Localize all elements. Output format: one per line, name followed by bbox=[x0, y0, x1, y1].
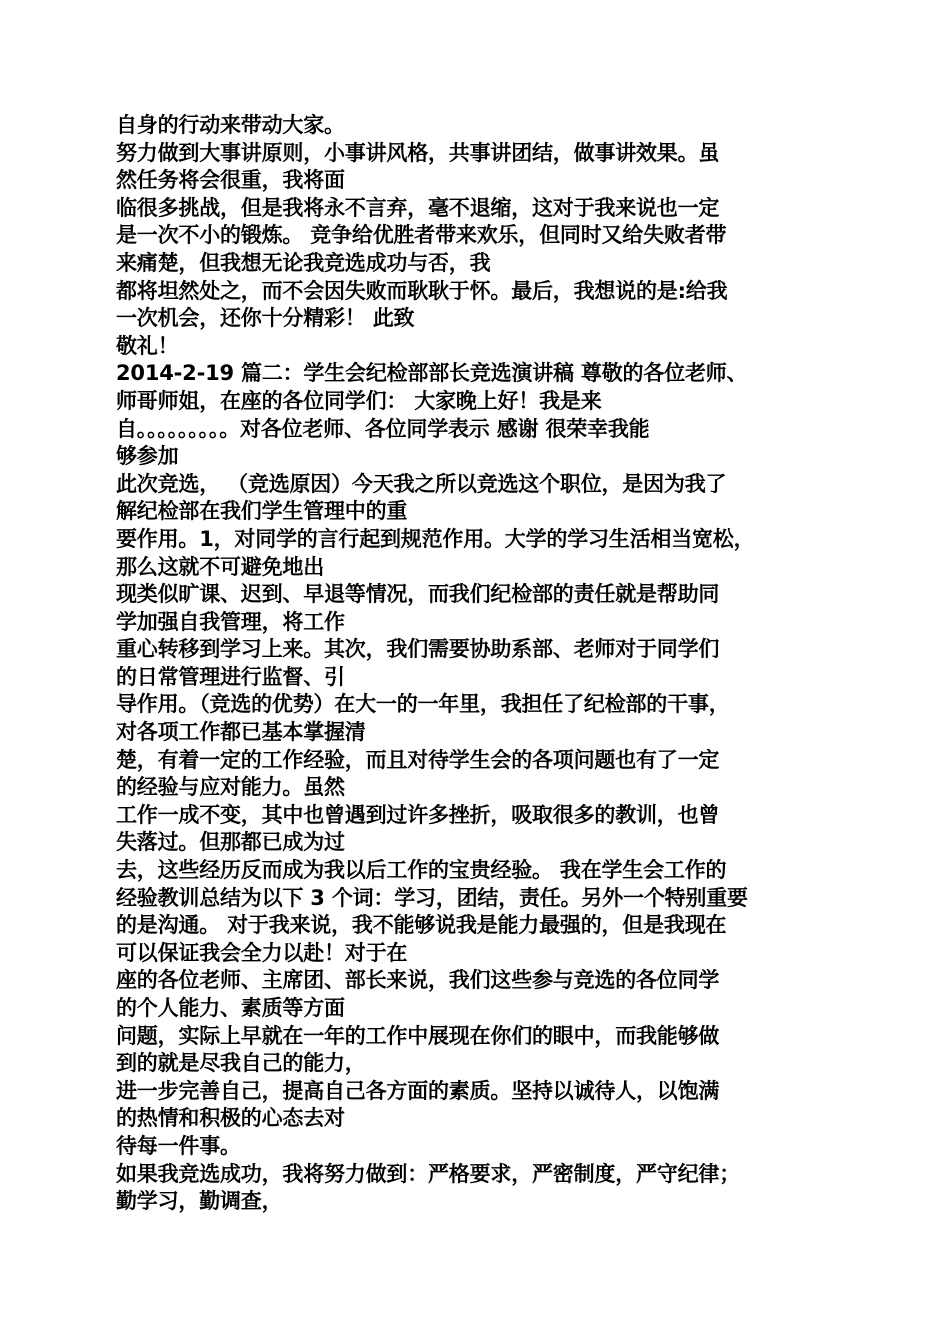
text-line: 都将坦然处之，而不会因失败而耿耿于怀。最后，我想说的是:给我 bbox=[116, 278, 728, 303]
text-line: 学加强自我管理，将工作 bbox=[116, 609, 345, 634]
text-line: 经验教训总结为以下 3 个词：学习，团结，责任。另外一个特别重要 bbox=[116, 885, 748, 910]
text-line: 来痛楚，但我想无论我竞选成功与否，我 bbox=[116, 250, 491, 275]
text-line: 那么这就不可避免地出 bbox=[116, 554, 324, 579]
text-line: 解纪检部在我们学生管理中的重 bbox=[116, 499, 408, 524]
text-line: 临很多挑战，但是我将永不言弃，毫不退缩，这对于我来说也一定 bbox=[116, 195, 720, 220]
text-line: 座的各位老师、主席团、部长来说，我们这些参与竞选的各位同学 bbox=[116, 968, 720, 993]
text-line: 此次竞选， （竞选原因）今天我之所以竞选这个职位，是因为我了 bbox=[116, 471, 727, 496]
text-line: 一次机会，还你十分精彩！ 此致 bbox=[116, 306, 415, 331]
text-line: 自。。。。。。。。。对各位老师、各位同学表示 感谢 很荣幸我能 bbox=[116, 416, 650, 441]
text-line: 现类似旷课、迟到、早退等情况，而我们纪检部的责任就是帮助同 bbox=[116, 582, 720, 607]
text-line: 要作用。1，对同学的言行起到规范作用。大学的学习生活相当宽松， bbox=[116, 526, 755, 551]
text-line: 如果我竞选成功，我将努力做到：严格要求，严密制度，严守纪律； bbox=[116, 1161, 740, 1186]
text-line: 努力做到大事讲原则，小事讲风格，共事讲团结，做事讲效果。虽 bbox=[116, 140, 720, 165]
text-line: 去，这些经历反而成为我以后工作的宝贵经验。 我在学生会工作的 bbox=[116, 858, 727, 883]
text-line: 进一步完善自己，提高自己各方面的素质。坚持以诚待人，以饱满 bbox=[116, 1078, 720, 1103]
text-line: 的个人能力、素质等方面 bbox=[116, 996, 345, 1020]
text-line: 工作一成不变，其中也曾遇到过许多挫折，吸取很多的教训，也曾 bbox=[116, 802, 720, 827]
text-line: 然任务将会很重，我将面 bbox=[116, 168, 345, 193]
text-line: 导作用。（竞选的优势）在大一的一年里，我担任了纪检部的干事， bbox=[116, 692, 730, 717]
text-line: 可以保证我会全力以赴！对于在 bbox=[116, 940, 408, 965]
text-line: 楚，有着一定的工作经验，而且对待学生会的各项问题也有了一定 bbox=[116, 747, 720, 772]
text-line: 失落过。但那都已成为过 bbox=[116, 830, 345, 855]
text-line: 到的就是尽我自己的能力， bbox=[116, 1051, 366, 1076]
text-line: 待每一件事。 bbox=[116, 1133, 241, 1158]
text-line: 自身的行动来带动大家。 bbox=[116, 113, 345, 137]
document-body bbox=[116, 112, 836, 1216]
text-line: 的是沟通。 对于我来说，我不能够说我是能力最强的，但是我现在 bbox=[116, 913, 727, 938]
text-line: 勤学习，勤调查， bbox=[116, 1189, 283, 1214]
text-line: 的经验与应对能力。虽然 bbox=[116, 775, 345, 800]
text-line: 师哥师姐，在座的各位同学们： 大家晚上好！我是来 bbox=[116, 388, 602, 413]
text-line: 的日常管理进行监督、引 bbox=[116, 664, 345, 689]
text-line: 2014-2-19 篇二：学生会纪检部部长竞选演讲稿 尊敬的各位老师、 bbox=[116, 361, 748, 386]
text-line: 对各项工作都已基本掌握清 bbox=[116, 720, 366, 745]
text-line: 是一次不小的锻炼。 竞争给优胜者带来欢乐，但同时又给失败者带 bbox=[116, 223, 727, 248]
text-line: 问题，实际上早就在一年的工作中展现在你们的眼中，而我能够做 bbox=[116, 1023, 720, 1048]
text-line: 够参加 bbox=[116, 444, 179, 469]
text-line: 重心转移到学习上来。其次，我们需要协助系部、老师对于同学们 bbox=[116, 637, 720, 662]
text-line: 的热情和积极的心态去对 bbox=[116, 1106, 345, 1131]
text-line: 敬礼！ bbox=[116, 333, 179, 358]
